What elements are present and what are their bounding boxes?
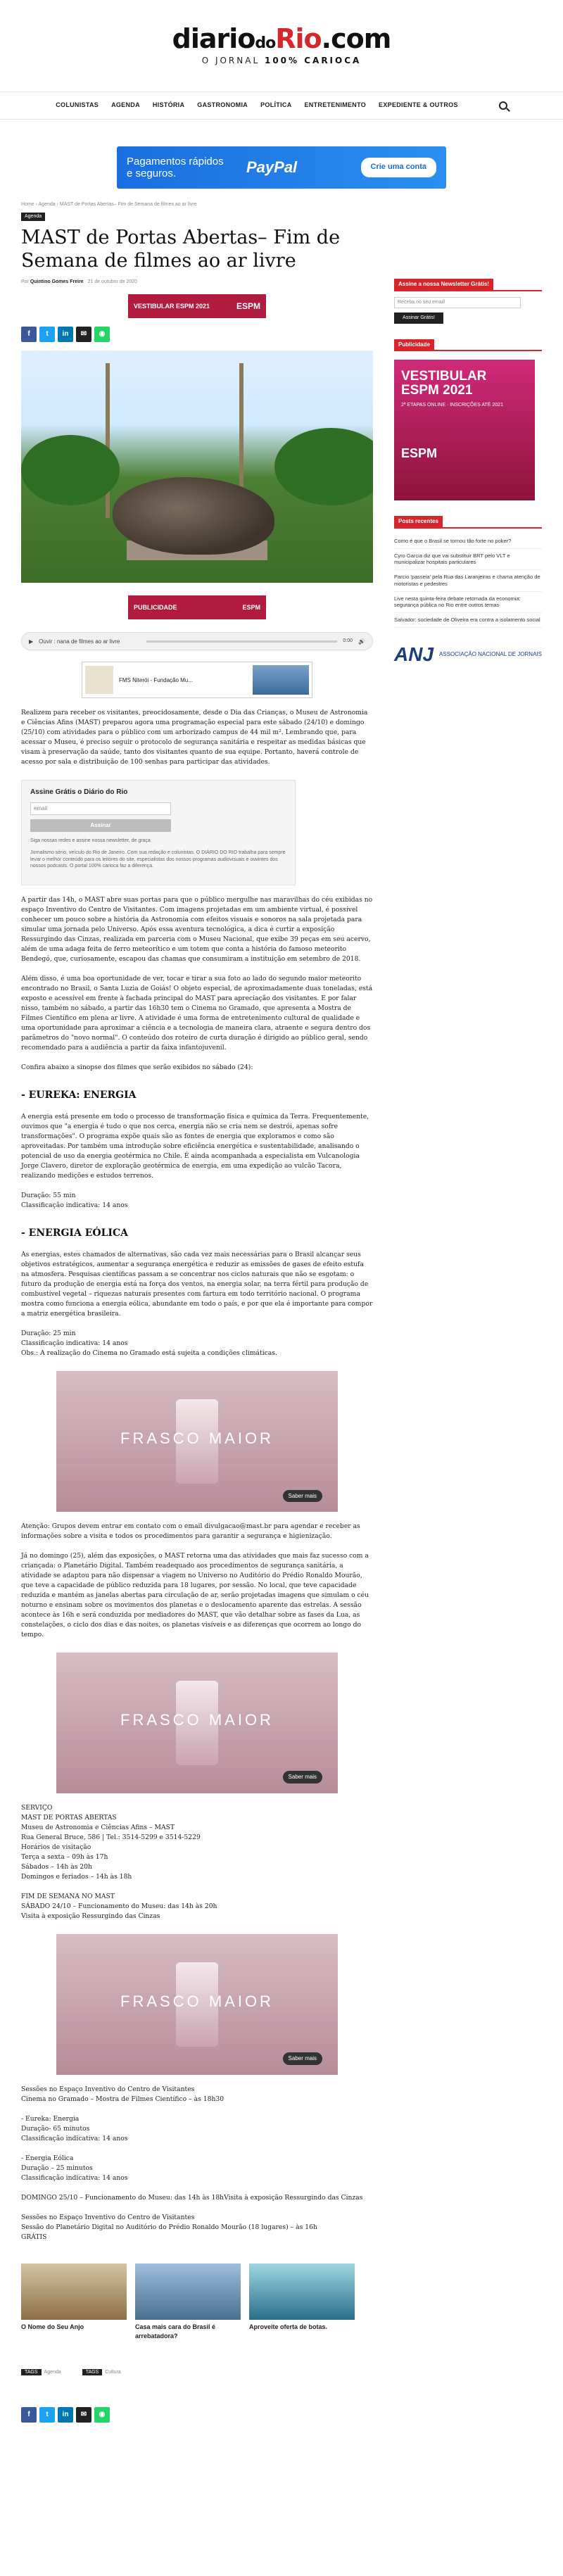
tag-group: TAGS Agenda bbox=[21, 2369, 61, 2376]
recent-post-link[interactable]: Parcio 'passeia' pela Rua das Laranjeiras e chama atenção de motoristas e pedestres bbox=[394, 570, 542, 592]
article-date: 21 de outubro de 2020 bbox=[87, 279, 138, 285]
email-icon[interactable]: ✉ bbox=[76, 2407, 91, 2423]
linkedin-icon[interactable]: in bbox=[58, 2407, 73, 2423]
breadcrumb[interactable]: Home › Agenda › MAST de Portas Abertas– Fim de Semana de filmes ao ar livre bbox=[21, 202, 197, 207]
widget-title: Posts recentes bbox=[394, 516, 443, 527]
rec-image bbox=[21, 2264, 127, 2320]
ad-brand: FRASCO MAIOR bbox=[120, 1711, 274, 1729]
paragraph: Confira abaixo a sinopse dos filmes que serão exibidos no sábado (24): bbox=[21, 1063, 253, 1071]
ad-brand: FRASCO MAIOR bbox=[120, 1992, 274, 2010]
paragraph: A energia está presente em todo o processo de transformação física e química da Terra. Frequentemente, ouvimos que "a energia é tudo o que nos cerca, energia não se cria nem se destrói, apenas sofre transformações". O programa expõe quais são as fontes de energia que exploramos e como são aproveitadas. Por também uma introdução sobre eficiência energética e sustentabilidade, analisando o potencial de uso da energia geotérmica no Chile. É ainda acompanhada a especialista em Vulcanologia Jorge Clavero, diretor de exploração geotérmica de energia, em uma expedição ao vulcão Tacora, realizando medições e estudos terrenos. bbox=[21, 1113, 369, 1180]
article-meta: Por Quintino Gomes Freire 21 de outubro de 2020 bbox=[21, 279, 138, 285]
main-nav bbox=[0, 91, 563, 120]
tree bbox=[274, 428, 373, 505]
search-icon[interactable] bbox=[499, 101, 507, 110]
perfume-ad[interactable] bbox=[56, 1371, 338, 1512]
nav-item-entretenimento[interactable]: ENTRETENIMENTO bbox=[304, 101, 367, 109]
ad-logo: ESPM bbox=[242, 603, 260, 611]
logo-text-diario: diario bbox=[172, 23, 255, 54]
recent-post-link[interactable]: Cyro Garcia diz que vai substituir BRT pelo VLT e municipalizar hospitais particulares bbox=[394, 549, 542, 571]
nav-item-gastronomia[interactable]: GASTRONOMIA bbox=[197, 101, 248, 109]
paragraph: Além disso, é uma boa oportunidade de ver, tocar e tirar a sua foto ao lado do segundo maior meteorito encontrado no Brasil, o Santa Luzia de Goiás! O objeto especial, de aproximadamente duas toneladas, está exposto e acessível em frente à fachada principal do MAST para apreciação dos visitantes. E por falar nisso, também no sábado, a partir das 16h30 tem o Cinema no Gramado, que apresenta a Mostra de Filmes Científico em plena ar livre. A atividade é uma forma de entretenimento cultural de qualidade e uma oportunidade para aproximar a ciência e a tecnologia de maneira clara, atraente e segura dentro dos parâmetros do "novo normal". O conteúdo dos roteiro de curta duração é dirigido ao público geral, sendo recomendado para a audiência a partir da faixa infantojuvenil. bbox=[21, 975, 373, 1052]
subscribe-title: Assine Grátis o Diário do Rio bbox=[30, 788, 128, 797]
ad-text: FMS Niterói - Fundação Mu... bbox=[119, 676, 193, 683]
widget-title: Publicidade bbox=[394, 339, 434, 351]
subscribe-button[interactable]: Assinar bbox=[30, 819, 171, 832]
tag-link[interactable]: Cultura bbox=[105, 2369, 121, 2375]
paypal-ad-banner[interactable] bbox=[117, 146, 446, 189]
nav-item-historia[interactable]: HISTÓRIA bbox=[152, 101, 185, 109]
site-logo[interactable] bbox=[0, 25, 563, 52]
play-icon[interactable]: ▶ bbox=[29, 638, 34, 645]
paragraph: A partir das 14h, o MAST abre suas portas para que o público mergulhe nas maravilhas do céu exibidas no espaço Inventivo do Centro de Visitantes. Com imagens projetadas em um ambiente virtual, é possível conhecer um pouco sobre a história da Astronomia com efeitos visuais e sonoros na sala projetada para simular uma jornada pelo Universo. Após essa aventura tecnológica, a dica é curtir a exposição Ressurgindo das Cinzas, realizada em parceria com o Museu Nacional, que exibe 39 peças em seu acervo, além de uma adaga feita de ferro meteorítico e um totem que conta a história do famoso meteorito Bendegó, que, curiosamente, escapou das chamas que consumiram a instituição em setembro de 2018. bbox=[21, 896, 373, 964]
nav-item-agenda[interactable]: AGENDA bbox=[111, 101, 140, 109]
twitter-icon[interactable]: t bbox=[39, 2407, 55, 2423]
widget-header bbox=[394, 516, 542, 529]
widget-title: Assine a nossa Newsletter Grátis! bbox=[394, 279, 493, 290]
service-info: SERVIÇO MAST DE PORTAS ABERTAS Museu de Astronomia e Ciências Afins – MAST Rua General Bruce, 586 | Tel.: 3514-5299 e 3514-5229 Horários de visitação Terça a sexta – 09h às 17h Sábados – 14h às 20h Domingos e feriados – 14h às 18h bbox=[21, 1804, 201, 1881]
category-tag[interactable]: Agenda bbox=[21, 213, 45, 221]
meteorite-rock bbox=[113, 477, 274, 555]
content-wrap bbox=[21, 189, 542, 2423]
email-field[interactable]: email bbox=[30, 802, 171, 815]
ad-cta-button[interactable]: Saber mais bbox=[283, 2052, 322, 2065]
sidebar bbox=[394, 189, 542, 2423]
article-main bbox=[21, 189, 373, 2423]
share-bar bbox=[21, 327, 373, 342]
nav-item-colunistas[interactable]: COLUNISTAS bbox=[56, 101, 99, 109]
perfume-ad[interactable] bbox=[56, 1653, 338, 1793]
tree bbox=[21, 435, 120, 505]
recent-post-link[interactable]: Live nesta quinta-feira debate retomada da economia: segurança pública no Rio entre outros temas bbox=[394, 592, 542, 614]
ad-cta-button[interactable]: Crie uma conta bbox=[361, 158, 436, 177]
whatsapp-icon[interactable]: ◉ bbox=[94, 327, 110, 342]
article-photo-meteorite bbox=[21, 351, 373, 583]
paragraph: Já no domingo (25), além das exposições, o MAST retorna uma das atividades que mais faz sucesso com a criançada: o Planetário Digital. Também readequado aos procedimentos de segurança sanitária, a atividade se adaptou para não dispensar a viagem no Universo no Auditório do Prédio Ronaldo Mourão, que teve a capacidade de público reduzida para 18 lugares, por sessão. No local, que teve capacidade reduzida e mantém as janelas abertas para circulação de ar, serão projetadas imagens que simulam o céu noturno e ensinam sobre os movimentos dos planetas e o deslocamento aparente das estrelas. A sessão acontece às 16h e será conduzida por mediadores do MAST, que vão detalhar sobre as fases da Lua, as constelações, o ciclo dos dias e das noites, os planetas visíveis e as diferenças que ocorrem ao longo do tempo. bbox=[21, 1552, 369, 1639]
twitter-icon[interactable]: t bbox=[39, 327, 55, 342]
rec-image bbox=[135, 2264, 241, 2320]
fmsn-ad[interactable] bbox=[82, 662, 312, 698]
rec-item[interactable] bbox=[249, 2264, 355, 2341]
logo-text-com: .com bbox=[321, 23, 391, 54]
subscribe-box bbox=[21, 780, 296, 885]
author-link[interactable]: Quintino Gomes Freire bbox=[30, 279, 84, 285]
ad-image bbox=[253, 665, 309, 695]
tag-group: TAGS Cultura bbox=[82, 2369, 121, 2376]
article-title: MAST de Portas Abertas– Fim de Semana de filmes ao ar livre bbox=[21, 227, 341, 272]
linkedin-icon[interactable]: in bbox=[58, 327, 73, 342]
audio-player[interactable] bbox=[21, 632, 373, 650]
widget-header bbox=[394, 339, 542, 352]
ad-headline: VESTIBULAR ESPM 2021 bbox=[401, 369, 487, 398]
logo-text-do: do bbox=[255, 34, 276, 52]
recent-post-link[interactable]: Como é que o Brasil se tornou tão forte no poker? bbox=[394, 534, 542, 549]
rec-caption: Aproveite oferta de botas. bbox=[249, 2323, 328, 2330]
espm-sidebar-ad[interactable] bbox=[394, 360, 535, 500]
nav-item-expediente[interactable]: EXPEDIENTE & OUTROS bbox=[379, 101, 458, 109]
paragraph: Realizem para receber os visitantes, preocidosamente, desde o Dia das Crianças, o Museu de Astronomia e Ciências Afins (MAST) preparou agora uma programação especial para este sábado (24/10) e domingo (25/10) com atividades para o público com um arborizado campus de 44 mil m². Lembrando que, para acessar o Museu, é preciso seguir o protocolo de segurança sanitária e respeitar as medidas básicas que visam à preservação da saúde, tanto dos visitantes quanto de sua equipe. Portanto, haverá controle de acesso por sala e distribuição de 100 senhas para participar das atividades. bbox=[21, 709, 368, 766]
ad-logo: ESPM bbox=[401, 446, 438, 461]
rec-image bbox=[249, 2264, 355, 2320]
subscribe-disclaimer: Jornalismo sério, veículo do Rio de Janeiro. Com sua redação e colunistas. O DIÁRIO DO RIO trabalha para sempre levar o melhor conteúdo para os leitores do site, especialistas dos nossos programas audiovisuais e ouvintes dos nossos podcasts. O portal 100% carioca faz a diferença. bbox=[30, 850, 286, 869]
volume-icon[interactable]: 🔊 bbox=[358, 638, 365, 645]
ad-cta-button[interactable]: Saber mais bbox=[283, 1771, 322, 1783]
publicidade-espm-ad[interactable] bbox=[128, 595, 266, 619]
audio-progress[interactable] bbox=[146, 640, 337, 643]
audio-time: 0:00 bbox=[343, 638, 353, 644]
anj-logo[interactable] bbox=[394, 640, 542, 669]
whatsapp-icon[interactable]: ◉ bbox=[94, 2407, 110, 2423]
section-heading-eolica: - ENERGIA EÓLICA bbox=[21, 1227, 128, 1239]
nav-item-politica[interactable]: POLÍTICA bbox=[260, 101, 292, 109]
widget-header bbox=[394, 279, 542, 291]
section-heading-eureka: - EUREKA: ENERGIA bbox=[21, 1089, 137, 1101]
rec-caption: O Nome do Seu Anjo bbox=[21, 2323, 84, 2330]
ad-logo: ESPM bbox=[236, 301, 260, 311]
sessions-info: Sessões no Espaço Inventivo do Centro de Visitantes Cinema no Gramado – Mostra de Filmes Científico – às 18h30 - Eureka: Energia Duração- 65 minutos Classificação indicativa: 14 anos - Energia Eólica Duração – 25 minutos Classificação indicativa: 14 anos DOMINGO 25/10 – Funcionamento do Museu: das 14h às 18hVisita à exposição Ressurgindo das Cinzas Sessões no Espaço Inventivo do Centro de Visitantes Sessão do Planetário Digital no Auditório do Prédio Ronaldo Mourão (18 lugares) – às 16h GRÁTIS bbox=[21, 2085, 363, 2241]
anj-text: ASSOCIAÇÃO NACIONAL DE JORNAIS bbox=[439, 651, 542, 658]
ad-text: PUBLICIDADE bbox=[134, 603, 177, 611]
rec-item[interactable] bbox=[21, 2264, 127, 2341]
ad-text: VESTIBULAR ESPM 2021 bbox=[134, 302, 210, 310]
paypal-logo: PayPal bbox=[246, 158, 298, 177]
paragraph: Duração: 55 min Classificação indicativa: 14 anos bbox=[21, 1192, 128, 1210]
rec-caption: Casa mais cara do Brasil é arrebatadora? bbox=[135, 2323, 216, 2340]
recent-posts-list bbox=[394, 534, 542, 628]
recent-post-link[interactable]: Salvador: sociedade de Oliveira era contra a isolamento social bbox=[394, 613, 542, 628]
rec-item[interactable] bbox=[135, 2264, 241, 2341]
site-tagline: O JORNAL 100% CARIOCA bbox=[201, 56, 362, 65]
anj-mark: ANJ bbox=[394, 643, 434, 665]
subscribe-note: Siga nossas redes e assine nossa newsletter, de graça bbox=[30, 838, 151, 843]
ad-brand: FRASCO MAIOR bbox=[120, 1429, 274, 1448]
facebook-icon[interactable]: f bbox=[21, 327, 37, 342]
paragraph: Atenção: Grupos devem entrar em contato com o email divulgacao@mast.br para agendar e receber as informações sobre a visita e todos os procedimentos para garantir a segurança e higienização. bbox=[21, 1522, 360, 1541]
audio-title: Ouvir : nana de filmes ao ar livre bbox=[39, 638, 120, 645]
perfume-ad[interactable] bbox=[56, 1934, 338, 2075]
palm-trunk bbox=[106, 363, 110, 518]
paragraph: Duração: 25 min Classificação indicativa: 14 anos Obs.: A realização do Cinema no Gramado está sujeita a condições climáticas. bbox=[21, 1330, 277, 1358]
logo-text-rio: Rio bbox=[275, 23, 322, 54]
tag-link[interactable]: Agenda bbox=[44, 2369, 61, 2375]
newsletter-email-field[interactable]: Receba no seu email! bbox=[394, 297, 521, 308]
newsletter-submit-button[interactable]: Assinar Grátis! bbox=[394, 312, 443, 324]
tags-row bbox=[21, 2369, 373, 2376]
recommended-ads bbox=[21, 2264, 373, 2341]
ad-logo bbox=[85, 666, 113, 694]
weekend-info: FIM DE SEMANA NO MAST SÁBADO 24/10 – Funcionamento do Museu: das 14h às 20h Visita à exposição Ressurgindo das Cinzas bbox=[21, 1892, 217, 1920]
paragraph: As energias, estes chamados de alternativas, são cada vez mais necessárias para o Brasil alcançar seus objetivos estratégicos, aumentar a segurança energética e reduzir as emissões de gases de efeito estufa na atmosfera. Pesquisas científicas passam a se concentrar nos ciclos naturais que não se esgotam: o futuro da produção de energia está na força dos ventos, na energia solar, na terra fértil para produção de combustível vegetal – riquezas naturais presentes com fartura em todo território nacional. O programa mostra como funciona a energia eólica, abundante em todo o país, e por que ela é importante para compor a matriz energética brasileira. bbox=[21, 1251, 373, 1318]
ad-text: Pagamentos rápidos e seguros. bbox=[127, 155, 224, 179]
share-bar-bottom bbox=[21, 2407, 373, 2423]
ad-cta-button[interactable]: Saber mais bbox=[283, 1490, 322, 1503]
email-icon[interactable]: ✉ bbox=[76, 327, 91, 342]
ad-subtext: 2ª ETAPAS ONLINE · INSCRIÇÕES ATÉ 2021 bbox=[401, 403, 503, 408]
facebook-icon[interactable]: f bbox=[21, 2407, 37, 2423]
site-header bbox=[0, 0, 563, 91]
espm-ad-small[interactable] bbox=[128, 294, 266, 318]
